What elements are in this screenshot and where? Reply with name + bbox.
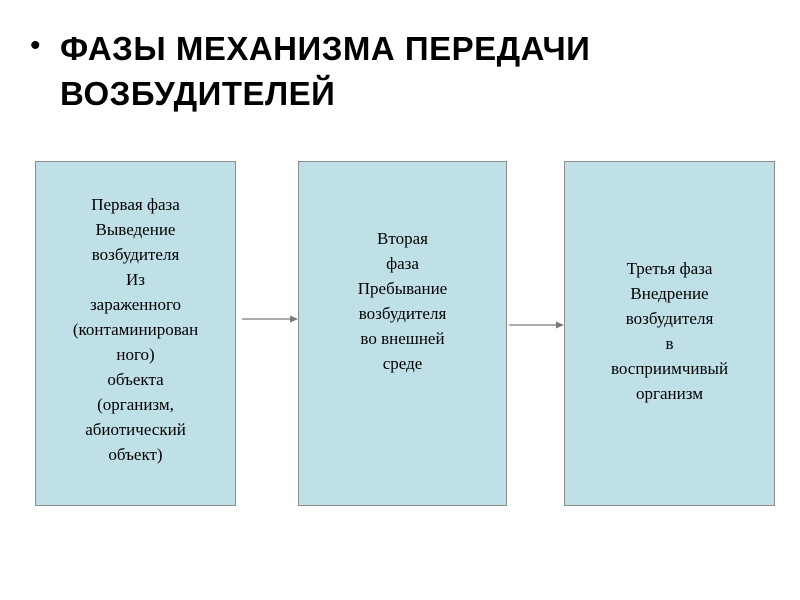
phase-box-second [298, 161, 507, 506]
phase-1-line: (организм, [97, 395, 174, 414]
phase-1-line: Из [126, 270, 145, 289]
phase-1-line: объекта [107, 370, 164, 389]
phase-2-line: Вторая [377, 229, 428, 248]
bullet-icon: • [30, 29, 41, 62]
phase-2-line: во внешней [360, 329, 445, 348]
phase-1-line: ного) [116, 345, 155, 364]
phase-1-line: абиотический [85, 420, 186, 439]
arrow-phase-1-to-2 [240, 312, 300, 326]
phase-3-line: возбудителя [625, 309, 714, 328]
phase-1-line: зараженного [89, 295, 182, 314]
phase-2-line: возбудителя [358, 304, 447, 323]
phase-1-line: (контаминирован [72, 320, 199, 339]
phase-1-line: объект) [108, 445, 163, 464]
phase-2-line: Пребывание [357, 279, 448, 298]
phase-1-line: Первая фаза [91, 195, 180, 214]
phase-2-line: фаза [386, 254, 419, 273]
phase-box-third [564, 161, 775, 506]
phase-3-line: организм [636, 384, 703, 403]
title-row [30, 26, 770, 116]
phase-box-first [35, 161, 236, 506]
phase-1-line: возбудителя [91, 245, 180, 264]
phase-3-line: Внедрение [630, 284, 709, 303]
slide-title [60, 26, 590, 116]
phase-3-line: Третья фаза [626, 259, 713, 278]
phase-3-line: восприимчивый [610, 359, 729, 378]
phase-1-line: Выведение [95, 220, 176, 239]
phase-2-line: среде [382, 354, 423, 373]
title-line-2: ВОЗБУДИТЕЛЕЙ [60, 75, 336, 112]
phase-3-line: в [665, 334, 674, 353]
title-line-1: ФАЗЫ МЕХАНИЗМА ПЕРЕДАЧИ [60, 30, 591, 67]
arrow-phase-2-to-3 [508, 318, 566, 332]
